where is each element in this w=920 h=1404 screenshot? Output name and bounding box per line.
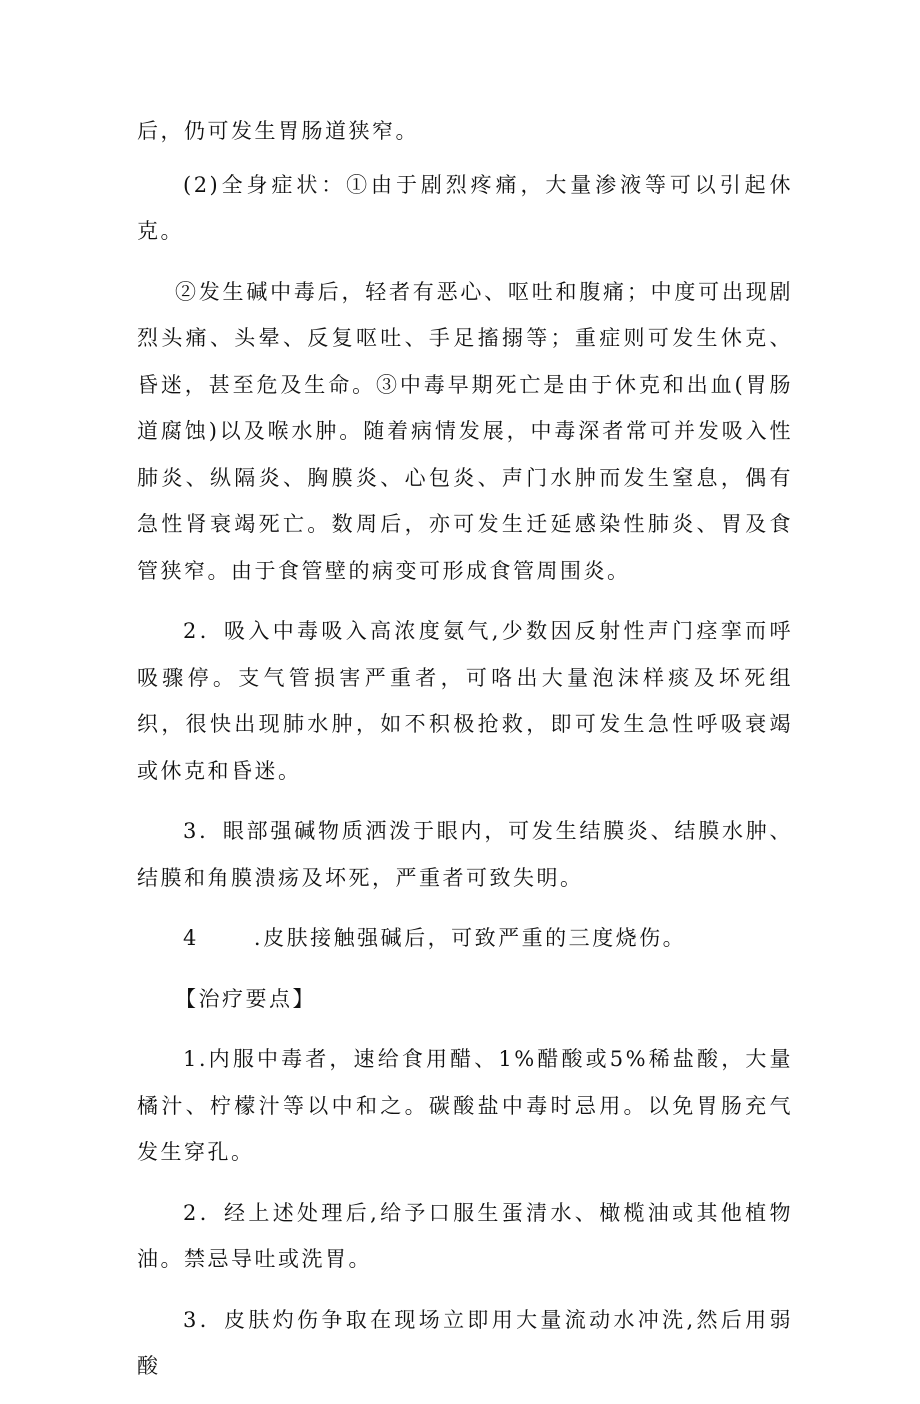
paragraph-continuation: 后，仍可发生胃肠道狭窄。 [137,119,419,143]
paragraph-treatment-skin: 3．皮肤灼伤争取在现场立即用大量流动水冲洗,然后用弱酸 [137,1307,793,1378]
paragraph-alkali-poisoning: ②发生碱中毒后，轻者有恶心、呕吐和腹痛；中度可出现剧烈头痛、头晕、反复呕吐、手足搐搦等；重症则可发生休克、昏迷，甚至危及生命。③中毒早期死亡是由于休克和出血(胃肠道腐蚀)以及喉水肿。随着病情发展，中毒深者常可并发吸入性肺炎、纵隔炎、胸膜炎、心包炎、声门水肿而发生窒息，偶有急性肾衰竭死亡。数周后，亦可发生迁延感染性肺炎、胃及食管狭窄。由于食管壁的病变可形成食管周围炎。 [137,279,793,583]
paragraph-skin-contact: 4 .皮肤接触强碱后，可致严重的三度烧伤。 [183,926,687,950]
paragraph-inhalation-poisoning: 2．吸入中毒吸入高浓度氨气,少数因反射性声门痉挛而呼吸骤停。支气管损害严重者，可咯出大量泡沫样痰及坏死组织，很快出现肺水肿，如不积极抢救，即可发生急性呼吸衰竭或休克和昏迷。 [137,619,793,783]
document-body [137,108,793,1404]
paragraph-treatment-followup: 2．经上述处理后,给予口服生蛋清水、橄榄油或其他植物油。禁忌导吐或洗胃。 [137,1200,793,1271]
section-heading-treatment: 【治疗要点】 [175,986,316,1011]
paragraph-treatment-oral: 1.内服中毒者，速给食用醋、1%醋酸或5%稀盐酸，大量橘汁、柠檬汁等以中和之。碳酸盐中毒时忌用。以免胃肠充气发生穿孔。 [137,1047,793,1164]
paragraph-systemic-symptoms: (2)全身症状：①由于剧烈疼痛，大量渗液等可以引起休克。 [137,172,793,243]
paragraph-eye-injury: 3．眼部强碱物质洒泼于眼内，可发生结膜炎、结膜水肿、结膜和角膜溃疡及坏死，严重者可致失明。 [137,819,793,890]
